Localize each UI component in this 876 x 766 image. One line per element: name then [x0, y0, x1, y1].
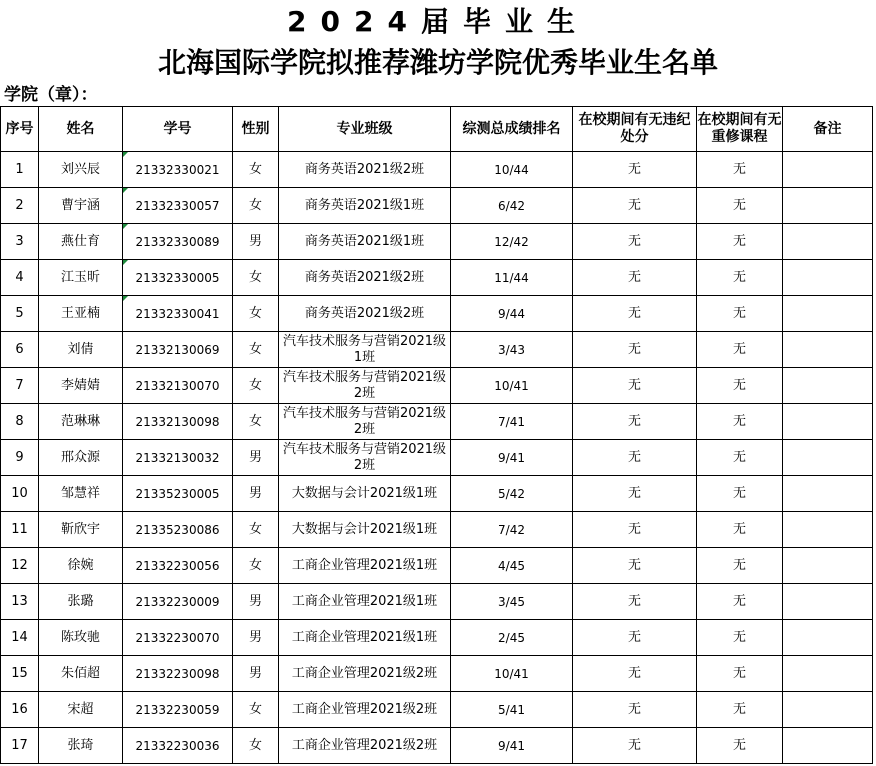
cell-seq: 5 — [1, 296, 39, 332]
table-row — [1, 152, 873, 188]
cell-student-id: 21332230036 — [123, 728, 233, 764]
cell-rank: 10/41 — [451, 656, 573, 692]
cell-seq: 8 — [1, 404, 39, 440]
cell-rank: 10/41 — [451, 368, 573, 404]
cell-remark — [783, 368, 873, 404]
table-row — [1, 512, 873, 548]
table-row — [1, 620, 873, 656]
cell-rank: 3/43 — [451, 332, 573, 368]
cell-gender: 女 — [233, 260, 279, 296]
cell-rank: 3/45 — [451, 584, 573, 620]
college-seal-label: 学院（章）： — [4, 85, 98, 105]
cell-gender: 女 — [233, 404, 279, 440]
table-row — [1, 728, 873, 764]
cell-discipline: 无 — [573, 296, 697, 332]
table-row — [1, 692, 873, 728]
cell-discipline: 无 — [573, 584, 697, 620]
cell-remark — [783, 404, 873, 440]
table-row — [1, 548, 873, 584]
cell-discipline: 无 — [573, 188, 697, 224]
cell-name: 张璐 — [39, 584, 123, 620]
cell-seq: 10 — [1, 476, 39, 512]
cell-student-id: 21332330089 — [123, 224, 233, 260]
table-row — [1, 188, 873, 224]
cell-major-class: 工商企业管理2021级1班 — [279, 584, 451, 620]
cell-retake: 无 — [697, 620, 783, 656]
cell-retake: 无 — [697, 440, 783, 476]
cell-student-id: 21332130070 — [123, 368, 233, 404]
cell-discipline: 无 — [573, 224, 697, 260]
document-title-year: 2024届毕业生 — [287, 5, 589, 38]
cell-gender: 男 — [233, 440, 279, 476]
cell-retake: 无 — [697, 656, 783, 692]
cell-retake: 无 — [697, 584, 783, 620]
cell-remark — [783, 152, 873, 188]
cell-gender: 男 — [233, 476, 279, 512]
cell-student-id: 21335230005 — [123, 476, 233, 512]
cell-name: 江玉昕 — [39, 260, 123, 296]
cell-rank: 6/42 — [451, 188, 573, 224]
cell-rank: 2/45 — [451, 620, 573, 656]
cell-gender: 男 — [233, 584, 279, 620]
cell-student-id: 21332230098 — [123, 656, 233, 692]
header-seq: 序号 — [1, 107, 39, 152]
cell-name: 邹慧祥 — [39, 476, 123, 512]
cell-retake: 无 — [697, 728, 783, 764]
cell-discipline: 无 — [573, 548, 697, 584]
cell-major-class: 汽车技术服务与营销2021级2班 — [279, 440, 451, 476]
cell-name: 张琦 — [39, 728, 123, 764]
cell-major-class: 工商企业管理2021级2班 — [279, 692, 451, 728]
cell-rank: 5/41 — [451, 692, 573, 728]
cell-remark — [783, 692, 873, 728]
cell-discipline: 无 — [573, 656, 697, 692]
cell-gender: 女 — [233, 152, 279, 188]
cell-rank: 4/45 — [451, 548, 573, 584]
cell-remark — [783, 728, 873, 764]
table-row — [1, 332, 873, 368]
cell-retake: 无 — [697, 404, 783, 440]
cell-retake: 无 — [697, 368, 783, 404]
cell-retake: 无 — [697, 692, 783, 728]
cell-discipline: 无 — [573, 692, 697, 728]
cell-major-class: 大数据与会计2021级1班 — [279, 476, 451, 512]
cell-name: 范琳琳 — [39, 404, 123, 440]
cell-major-class: 工商企业管理2021级2班 — [279, 656, 451, 692]
cell-seq: 7 — [1, 368, 39, 404]
cell-remark — [783, 332, 873, 368]
cell-major-class: 工商企业管理2021级2班 — [279, 728, 451, 764]
cell-seq: 13 — [1, 584, 39, 620]
cell-gender: 女 — [233, 368, 279, 404]
cell-seq: 16 — [1, 692, 39, 728]
cell-discipline: 无 — [573, 512, 697, 548]
cell-gender: 女 — [233, 332, 279, 368]
header-discipline: 在校期间有无违纪处分 — [573, 107, 697, 152]
cell-major-class: 商务英语2021级2班 — [279, 260, 451, 296]
header-gender: 性别 — [233, 107, 279, 152]
table-row — [1, 476, 873, 512]
cell-name: 徐婉 — [39, 548, 123, 584]
cell-rank: 12/42 — [451, 224, 573, 260]
cell-name: 曹宇涵 — [39, 188, 123, 224]
cell-gender: 女 — [233, 692, 279, 728]
cell-seq: 9 — [1, 440, 39, 476]
cell-discipline: 无 — [573, 404, 697, 440]
cell-major-class: 商务英语2021级1班 — [279, 188, 451, 224]
table-row — [1, 368, 873, 404]
cell-student-id: 21332330021 — [123, 152, 233, 188]
table-row — [1, 584, 873, 620]
cell-remark — [783, 584, 873, 620]
cell-student-id: 21332330005 — [123, 260, 233, 296]
cell-rank: 7/42 — [451, 512, 573, 548]
cell-remark — [783, 188, 873, 224]
cell-seq: 1 — [1, 152, 39, 188]
cell-student-id: 21335230086 — [123, 512, 233, 548]
cell-gender: 女 — [233, 512, 279, 548]
cell-name: 李婧婧 — [39, 368, 123, 404]
cell-name: 邢众源 — [39, 440, 123, 476]
cell-discipline: 无 — [573, 440, 697, 476]
cell-rank: 9/41 — [451, 440, 573, 476]
cell-retake: 无 — [697, 224, 783, 260]
cell-discipline: 无 — [573, 728, 697, 764]
cell-remark — [783, 440, 873, 476]
cell-rank: 9/41 — [451, 728, 573, 764]
cell-gender: 男 — [233, 224, 279, 260]
table-row — [1, 224, 873, 260]
cell-discipline: 无 — [573, 368, 697, 404]
cell-gender: 男 — [233, 656, 279, 692]
cell-seq: 2 — [1, 188, 39, 224]
cell-retake: 无 — [697, 296, 783, 332]
cell-retake: 无 — [697, 476, 783, 512]
cell-seq: 11 — [1, 512, 39, 548]
cell-major-class: 汽车技术服务与营销2021级1班 — [279, 332, 451, 368]
header-remark: 备注 — [783, 107, 873, 152]
cell-student-id: 21332330041 — [123, 296, 233, 332]
cell-seq: 17 — [1, 728, 39, 764]
cell-gender: 女 — [233, 296, 279, 332]
cell-major-class: 商务英语2021级1班 — [279, 224, 451, 260]
cell-remark — [783, 512, 873, 548]
cell-gender: 女 — [233, 548, 279, 584]
cell-retake: 无 — [697, 152, 783, 188]
document-title: 北海国际学院拟推荐潍坊学院优秀毕业生名单 — [157, 46, 718, 79]
header-major-class: 专业班级 — [279, 107, 451, 152]
cell-seq: 4 — [1, 260, 39, 296]
cell-remark — [783, 224, 873, 260]
cell-name: 靳欣宇 — [39, 512, 123, 548]
cell-discipline: 无 — [573, 620, 697, 656]
cell-major-class: 工商企业管理2021级1班 — [279, 548, 451, 584]
cell-remark — [783, 620, 873, 656]
cell-gender: 女 — [233, 188, 279, 224]
cell-seq: 12 — [1, 548, 39, 584]
cell-rank: 9/44 — [451, 296, 573, 332]
cell-gender: 女 — [233, 728, 279, 764]
cell-discipline: 无 — [573, 332, 697, 368]
cell-retake: 无 — [697, 260, 783, 296]
cell-retake: 无 — [697, 548, 783, 584]
table-row — [1, 260, 873, 296]
header-student-id: 学号 — [123, 107, 233, 152]
cell-rank: 5/42 — [451, 476, 573, 512]
cell-seq: 14 — [1, 620, 39, 656]
cell-remark — [783, 260, 873, 296]
table-row — [1, 296, 873, 332]
cell-remark — [783, 296, 873, 332]
cell-name: 陈玫驰 — [39, 620, 123, 656]
header-name: 姓名 — [39, 107, 123, 152]
cell-seq: 15 — [1, 656, 39, 692]
cell-major-class: 汽车技术服务与营销2021级2班 — [279, 368, 451, 404]
cell-retake: 无 — [697, 332, 783, 368]
cell-major-class: 汽车技术服务与营销2021级2班 — [279, 404, 451, 440]
cell-seq: 6 — [1, 332, 39, 368]
header-rank: 综测总成绩排名 — [451, 107, 573, 152]
graduate-list-table — [0, 106, 873, 764]
cell-retake: 无 — [697, 188, 783, 224]
cell-student-id: 21332130098 — [123, 404, 233, 440]
cell-student-id: 21332230056 — [123, 548, 233, 584]
cell-discipline: 无 — [573, 476, 697, 512]
cell-discipline: 无 — [573, 260, 697, 296]
cell-student-id: 21332230070 — [123, 620, 233, 656]
cell-student-id: 21332230059 — [123, 692, 233, 728]
cell-student-id: 21332130032 — [123, 440, 233, 476]
cell-seq: 3 — [1, 224, 39, 260]
cell-rank: 11/44 — [451, 260, 573, 296]
table-row — [1, 404, 873, 440]
cell-remark — [783, 548, 873, 584]
cell-major-class: 大数据与会计2021级1班 — [279, 512, 451, 548]
cell-student-id: 21332330057 — [123, 188, 233, 224]
table-row — [1, 440, 873, 476]
cell-rank: 10/44 — [451, 152, 573, 188]
header-row — [1, 107, 873, 152]
header-retake: 在校期间有无重修课程 — [697, 107, 783, 152]
cell-name: 刘兴辰 — [39, 152, 123, 188]
table-row — [1, 656, 873, 692]
cell-rank: 7/41 — [451, 404, 573, 440]
cell-name: 燕仕育 — [39, 224, 123, 260]
cell-remark — [783, 476, 873, 512]
cell-name: 朱佰超 — [39, 656, 123, 692]
cell-gender: 男 — [233, 620, 279, 656]
cell-major-class: 商务英语2021级2班 — [279, 296, 451, 332]
cell-discipline: 无 — [573, 152, 697, 188]
cell-remark — [783, 656, 873, 692]
cell-retake: 无 — [697, 512, 783, 548]
cell-major-class: 商务英语2021级2班 — [279, 152, 451, 188]
cell-name: 王亚楠 — [39, 296, 123, 332]
cell-student-id: 21332130069 — [123, 332, 233, 368]
cell-name: 刘倩 — [39, 332, 123, 368]
cell-major-class: 工商企业管理2021级1班 — [279, 620, 451, 656]
cell-name: 宋超 — [39, 692, 123, 728]
cell-student-id: 21332230009 — [123, 584, 233, 620]
